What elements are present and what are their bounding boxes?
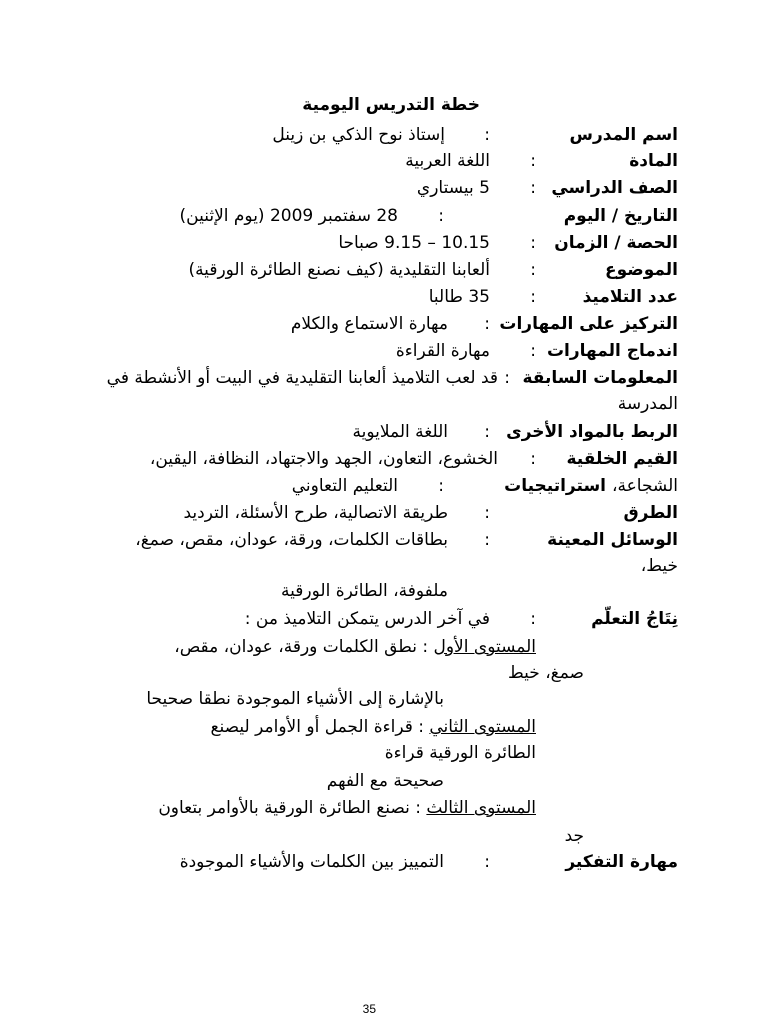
level2-cont2: صحيحة مع الفهم [326,771,444,791]
level2-label: المستوى الثاني [429,717,536,737]
period-label: الحصة / الزمان [554,233,678,253]
subject-sep: : [530,151,536,171]
date-value: 28 سفتمبر 2009 (يوم الإثنين) [179,206,398,226]
date-sep: : [438,206,444,226]
teacher-value: إستاذ نوح الذكي بن زينل [272,125,445,145]
date-label: التاريخ / اليوم [563,206,678,226]
outcomes-value: في آخر الدرس يتمكن التلاميذ من : [244,609,490,629]
outcomes-label: نِتَاجُ التعلّم [591,609,678,629]
level3 [158,797,536,819]
level2-cont1: الطائرة الورقية قراءة [384,743,536,763]
link-value: اللغة الملايوية [352,422,448,442]
level2 [211,716,537,738]
integration-label: اندماج المهارات [546,341,678,361]
integration-sep: : [530,341,536,361]
topic-label: الموضوع [605,260,678,280]
thinking-sep: : [484,852,490,872]
strategies-sep: : [438,476,444,496]
level3-label: المستوى الثالث [426,798,536,818]
prior-label: المعلومات السابقة [522,368,678,388]
aids-value: بطاقات الكلمات، ورقة، عودان، مقص، صمغ، [135,530,448,550]
integration-value: مهارة القراءة [395,341,490,361]
subject-label: المادة [629,151,678,171]
aids-value-cont1: خيط، [640,556,678,576]
period-value: 10.15 – 9.15 صباحا [338,233,490,253]
topic-value: ألعابنا التقليدية (كيف نصنع الطائرة الورقية) [188,260,490,280]
methods-sep: : [484,503,490,523]
methods-label: الطرق [623,503,678,523]
topic-sep: : [530,260,536,280]
focus-value: مهارة الاستماع والكلام [290,314,448,334]
level3-cont1: جد [564,826,584,846]
aids-label: الوسائل المعينة [547,530,678,550]
thinking-value: التمييز بين الكلمات والأشياء الموجودة [179,852,444,872]
aids-value-cont2: ملفوفة، الطائرة الورقية [281,581,448,601]
teacher-label: اسم المدرس [569,125,678,145]
level1-cont2: بالإشارة إلى الأشياء الموجودة نطقا صحيحا [146,689,444,709]
values-value-cont: الشجاعة، [612,476,678,496]
values-value: الخشوع، التعاون، الجهد والاجتهاد، النظافة، اليقين، [149,449,498,469]
focus-sep: : [484,314,490,334]
thinking-label: مهارة التفكير [565,852,678,872]
students-value: 35 طالبا [428,287,490,307]
link-sep: : [484,422,490,442]
prior-sep: : [504,368,510,388]
level1 [174,636,536,658]
level1-cont1: صمغ، خيط [508,663,584,683]
period-sep: : [530,233,536,253]
class-value: 5 بيستاري [416,178,490,198]
students-label: عدد التلاميذ [582,287,678,307]
strategies-label: استراتيجيات [504,476,606,496]
page-number: 35 [362,1002,376,1016]
strategies-value: التعليم التعاوني [291,476,398,496]
page-title: خطة التدريس اليومية [302,95,480,115]
aids-sep: : [484,530,490,550]
values-sep: : [530,449,536,469]
prior-value-cont: المدرسة [617,394,678,414]
focus-label: التركيز على المهارات [499,314,678,334]
values-label: القيم الخلقية [566,449,678,469]
link-label: الربط بالمواد الأخرى [506,422,678,442]
level3-text: : نصنع الطائرة الورقية بالأوامر بتعاون [158,798,427,818]
class-sep: : [530,178,536,198]
level1-text: : نطق الكلمات ورقة، عودان، مقص، [174,637,434,657]
prior-value: قد لعب التلاميذ ألعابنا التقليدية في البيت أو الأنشطة في [106,368,498,388]
teacher-sep: : [484,125,490,145]
methods-value: طريقة الاتصالية، طرح الأسئلة، الترديد [183,503,448,523]
level1-label: المستوى الأول [433,637,536,657]
outcomes-sep: : [530,609,536,629]
class-label: الصف الدراسي [551,178,678,198]
subject-value: اللغة العربية [405,151,490,171]
level2-text: : قراءة الجمل أو الأوامر ليصنع [210,717,430,737]
students-sep: : [530,287,536,307]
